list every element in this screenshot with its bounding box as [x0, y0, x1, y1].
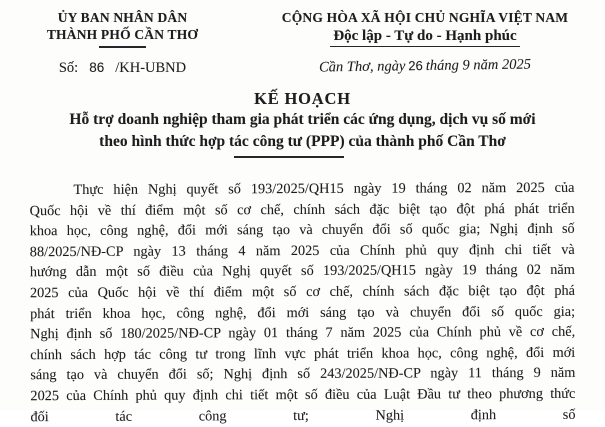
national-motto: Độc lập - Tự do - Hạnh phúc	[330, 28, 519, 47]
document-number	[0, 60, 245, 77]
national-header: CỘNG HÒA XÃ HỘI CHỦ NGHĨA VIỆT NAM	[281, 10, 569, 25]
body-line: Quốc hội về thí điểm một số cơ chế, chính sách đặc biệt tạo đột phá phát triển	[29, 200, 575, 219]
dateline-place: Cần Thơ, ngày	[318, 58, 406, 76]
document-type-heading: KẾ HOẠCH	[254, 89, 351, 108]
body-line: sáng tạo và chuyển đổi số; Nghị định số 243/2025/NĐ-CP ngày 11 tháng 9 năm	[30, 364, 576, 384]
body-line: phát triển khoa học, công nghệ, đổi mới sáng tạo và chuyển đổi số quốc gia;	[30, 303, 576, 322]
body-line: Nghị định số 180/2025/NĐ-CP ngày 01 tháng 7 năm 2025 của Chính phủ về cơ chế,	[30, 323, 576, 343]
authority-underline	[99, 46, 146, 48]
body-line: 88/2025/NĐ-CP ngày 13 tháng 4 năm 2025 của Chính phủ quy định chi tiết và	[29, 241, 575, 260]
issuing-authority-block	[0, 10, 245, 77]
body-line: hướng dẫn một số điều của Nghị quyết số 193/2025/QH15 ngày 19 tháng 02 năm	[29, 261, 575, 281]
body-line: 2025 của Chính phủ quy định chi tiết một số điều của Luật Đầu tư theo phương thức	[30, 385, 576, 404]
title-block	[0, 89, 605, 158]
document-number-symbol: /KH-UBND	[115, 60, 187, 76]
body-line: Thực hiện Nghị quyết số 193/2025/QH15 ngày 19 tháng 02 năm 2025 của	[73, 179, 575, 198]
body-line: chính sách hợp tác công tư trong lĩnh vực phát triển khoa học, công nghệ, đổi mới	[30, 344, 576, 363]
dateline	[245, 55, 605, 77]
document-number-label: Số:	[58, 60, 79, 76]
body-line: khoa học, công nghệ, đổi mới sáng tạo và chuyển đổi số quốc gia; Nghị định số	[29, 220, 575, 240]
national-header-block	[245, 10, 605, 77]
title-underline	[234, 156, 344, 158]
issuing-authority-name: ỦY BAN NHÂN DÂN	[57, 10, 188, 25]
document-number-value: 86	[89, 60, 105, 75]
issuing-authority-locality: THÀNH PHỐ CẦN THƠ	[46, 26, 199, 42]
body-line-partial: đối tác công tư; Nghị định số	[30, 406, 576, 425]
document-title-line1: Hỗ trợ doanh nghiệp tham gia phát triển các ứng dụng, dịch vụ số mới	[69, 111, 536, 128]
body-line: 2025 của Quốc hội về thí điểm một số cơ chế, chính sách đặc biệt tạo đột phá	[29, 282, 575, 301]
document-body	[29, 177, 575, 427]
document-header	[0, 0, 605, 77]
dateline-day: 26	[408, 58, 423, 74]
dateline-rest: tháng 9 năm 2025	[425, 56, 532, 74]
document-title-line2: theo hình thức hợp tác công tư (PPP) của thành phố Cần Thơ	[99, 133, 506, 150]
